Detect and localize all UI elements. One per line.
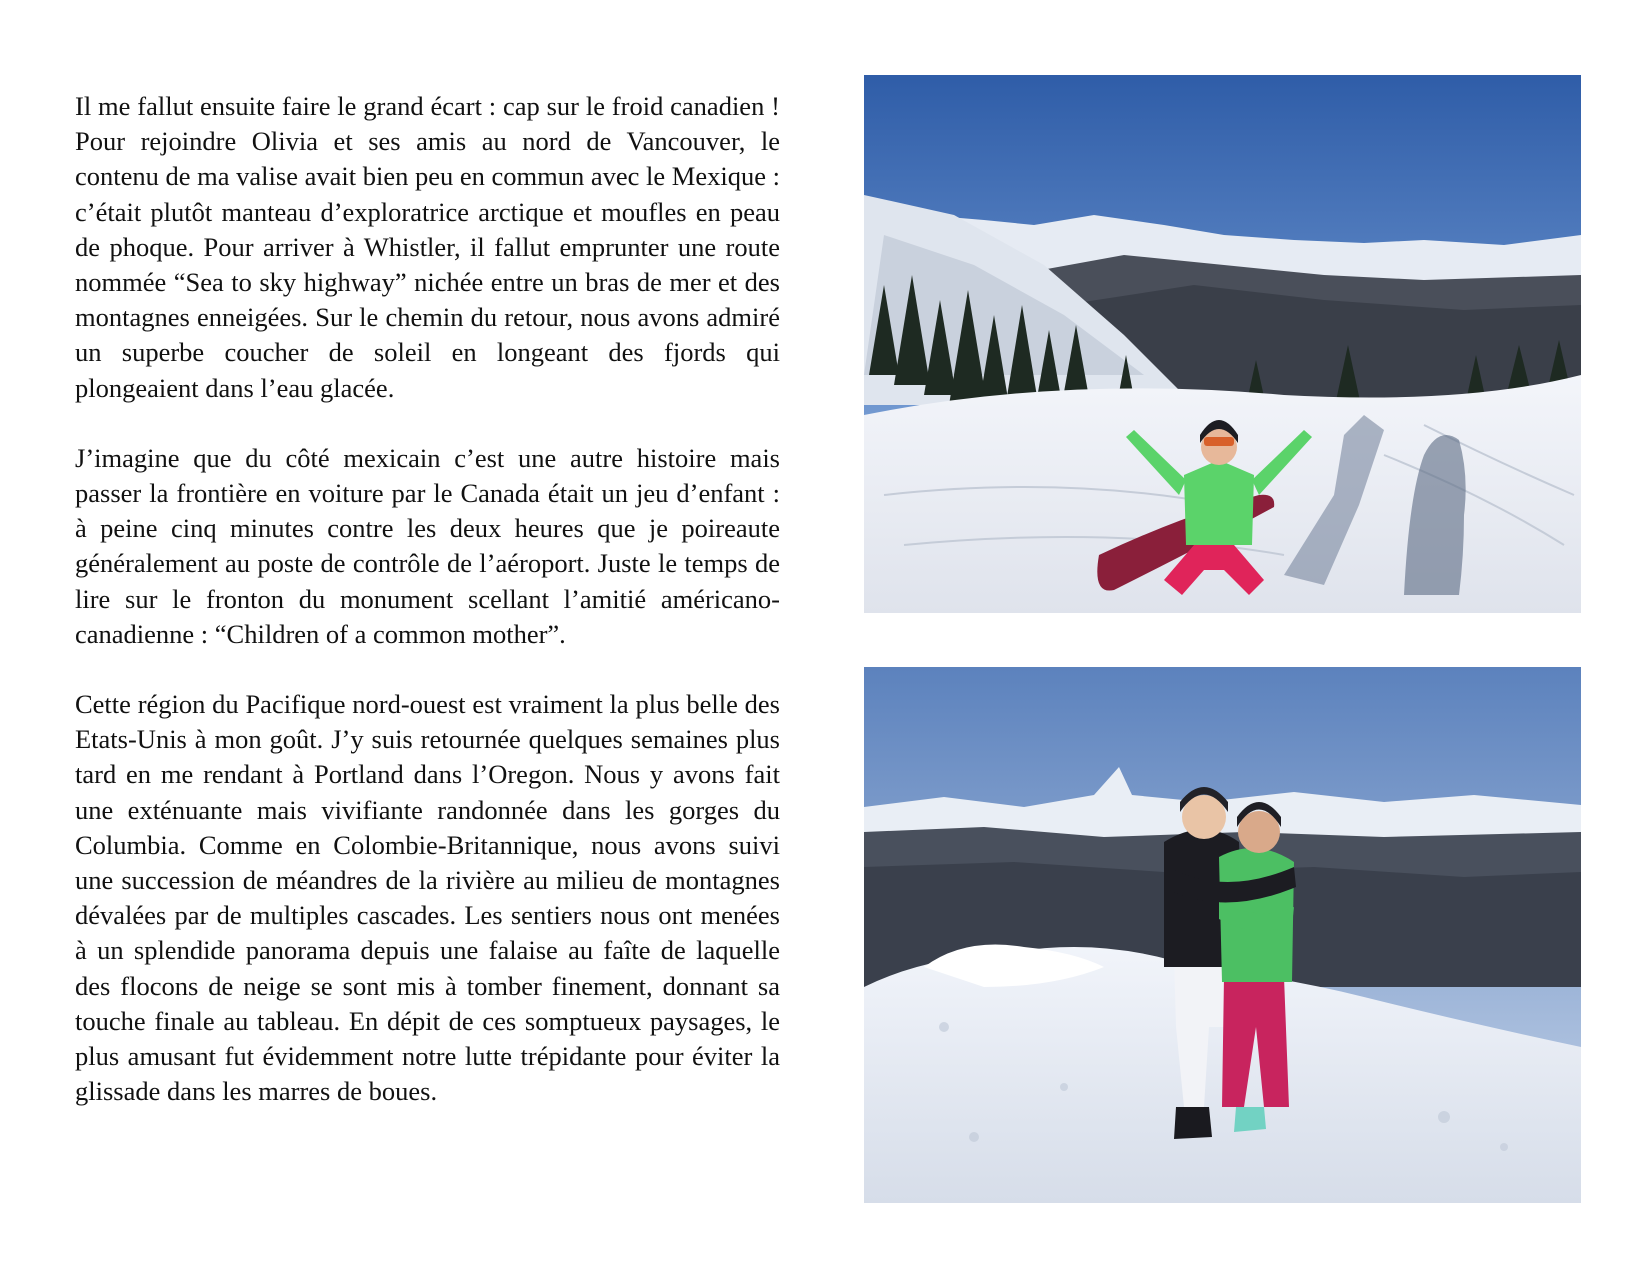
paragraph-1: Il me fallut ensuite faire le grand écart : cap sur le froid canadien ! Pour rejoindre Olivia et ses amis au nord de Vancouver, le contenu de ma valise avait bien peu en commun avec le Mexique : c’était plutôt manteau d’exploratrice arctique et moufles en peau de phoque. Pour arriver à Whistler, il fallut emprunter une route nommée “Sea to sky highway” nichée entre un bras de mer et des montagnes enneigées. Sur le chemin du retour, nous avons admiré un superbe coucher de soleil en longeant des fjords qui plongeaient dans l’eau glacée. [75, 91, 780, 403]
photo-snowboarder-whistler [864, 75, 1581, 613]
paragraph-2: J’imagine que du côté mexicain c’est une autre histoire mais passer la frontière en voiture par le Canada était un jeu d’enfant : à peine cinq minutes contre les deux heures que je poireaute généralement au poste de contrôle de l’aéroport. Juste le temps de lire sur le fronton du monument scellant l’amitié américano-canadienne : “Children of a common mother”. [75, 442, 780, 649]
paragraph-3: Cette région du Pacifique nord-ouest est vraiment la plus belle des Etats-Unis à mon goût. J’y suis retournée quelques semaines plus tard en me rendant à Portland dans l’Oregon. Nous y avons fait une exténuante mais vivifiante randonnée dans les gorges du Columbia. Comme en Colombie-Britannique, nous avons suivi une succession de méandres de la rivière au milieu de montagnes dévalées par de multiples cascades. Les sentiers nous ont menées à un splendide panorama depuis une falaise au faîte de laquelle des flocons de neige se sont mis à tomber finement, donnant sa touche finale au tableau. En dépit de ces somptueux paysages, le plus amusant fut évidemment notre lutte trépidante pour éviter la glissade dans les marres de boues. [75, 689, 780, 1107]
photo-friends-hugging-summit [864, 667, 1581, 1203]
article-text [75, 89, 780, 1144]
